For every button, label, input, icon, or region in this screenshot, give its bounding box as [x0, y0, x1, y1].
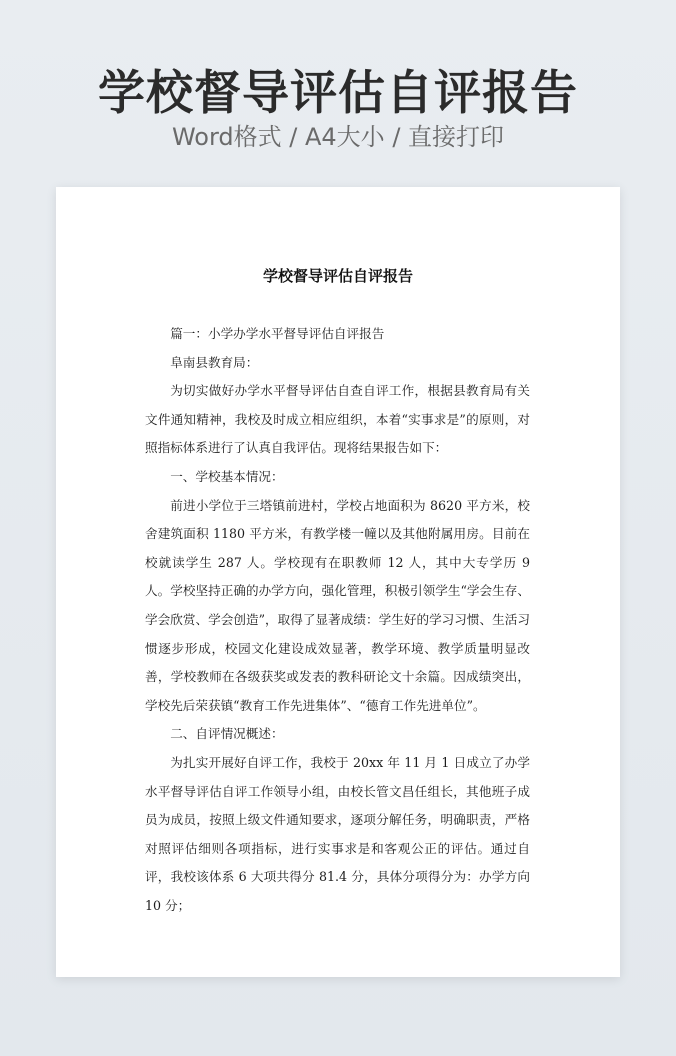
banner-subtitle: Word格式 / A4大小 / 直接打印 — [171, 123, 505, 151]
paragraph-basic-info: 前进小学位于三塔镇前进村，学校占地面积为 8620 平方米，校舍建筑面积 1180 平方米，有教学楼一幢以及其他附属用房。目前在校就读学生 287 人。学校现有在职教师 12 人，其中大专学历 9 人。学校坚持正确的办学方向，强化管理，积极引领学生“学会生存、学会欣赏、学会创造”，取得了显著成绩：学生好的学习习惯、生活习惯逐步形成，校园文化建设成效显著，教学环境、教学质量明显改善，学校教师在各级获奖或发表的教科研论文十余篇。因成绩突出，学校先后荣获镇“教育工作先进集体”、“德育工作先进单位”。 — [145, 497, 530, 713]
document-page — [56, 187, 620, 977]
paragraph-self-eval: 为扎实开展好自评工作，我校于 20xx 年 11 月 1 日成立了办学水平督导评估自评工作领导小组，由校长管文昌任组长，其他班子成员为成员，按照上级文件通知要求，逐项分解任务，明确职责，严格对照评估细则各项指标，进行实事求是和客观公正的评估。通过自评，我校该体系 6 大项共得分 81.4 分，具体分项得分为：办学方向 10 分； — [145, 754, 530, 913]
paragraph-intro: 为切实做好办学水平督导评估自查自评工作，根据县教育局有关文件通知精神，我校及时成立相应组织，本着“实事求是”的原则，对照指标体系进行了认真自我评估。现将结果报告如下： — [145, 383, 530, 456]
section-heading-self-eval: 二、自评情况概述： — [170, 726, 284, 742]
document-body — [145, 320, 530, 920]
banner-title: 学校督导评估自评报告 — [98, 66, 578, 121]
document-title: 学校督导评估自评报告 — [262, 267, 413, 285]
paragraph-heading-article: 篇一：小学办学水平督导评估自评报告 — [170, 326, 385, 341]
section-heading-basic-info: 一、学校基本情况： — [170, 468, 284, 484]
paragraph-salutation: 阜南县教育局： — [170, 354, 259, 370]
